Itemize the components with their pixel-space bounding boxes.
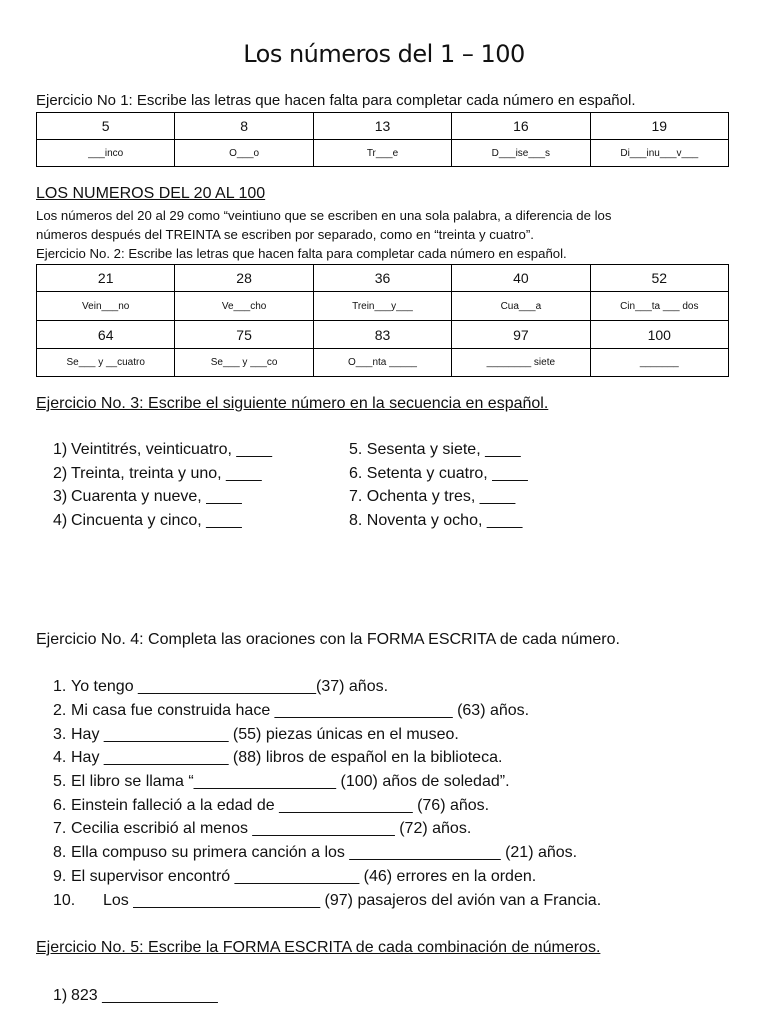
item-number: 4. [53,749,67,766]
ex4-item [53,892,601,910]
ex2-number: 21 [37,265,175,292]
ex2-blank: O___nta _____ [313,349,451,377]
ex4-item [53,797,489,815]
ex3-item [53,488,242,506]
item-number: 1) [53,987,68,1004]
item-number: 10. [53,892,76,909]
ex1-heading: Ejercicio No 1: Escribe las letras que hacen falta para completar cada número en español. [36,92,636,109]
ex2-blank: Cua___a [452,292,590,321]
ex1-blank: Di___inu___v___ [590,140,728,167]
item-text: 823 _____________ [71,987,218,1004]
ex2-number: 28 [175,265,313,292]
ex2-number: 75 [175,321,313,349]
section-text-line: números después del TREINTA se escriben por separado, como en “treinta y cuatro”. [36,227,534,242]
ex5-heading: Ejercicio No. 5: Escribe la FORMA ESCRITA de cada combinación de números. [36,939,601,956]
ex4-item [53,820,471,838]
ex2-number: 52 [590,265,728,292]
item-number: 5. [53,773,67,790]
ex2-blank: Cin___ta ___ dos [590,292,728,321]
ex2-blank: Se___ y __cuatro [37,349,175,377]
ex1-number: 8 [175,113,313,140]
ex3-item [53,465,262,483]
ex4-item [53,844,577,862]
item-number: 3) [53,488,68,505]
ex3-item [53,441,272,459]
item-text: Hay ______________ (55) piezas únicas en el museo. [71,726,459,743]
ex1-number: 19 [590,113,728,140]
item-text: Hay ______________ (88) libros de español en la biblioteca. [71,749,503,766]
ex2-blank: Trein___y___ [313,292,451,321]
ex2-blank: _______ [590,349,728,377]
ex4-item [53,726,459,744]
item-text: Treinta, treinta y uno, ____ [71,465,262,482]
item-number: 3. [53,726,67,743]
item-text: Los _____________________ (97) pasajeros del avión van a Francia. [103,892,602,909]
item-text: El supervisor encontró ______________ (46) errores en la orden. [71,868,537,885]
ex2-blank: Ve___cho [175,292,313,321]
ex3-heading: Ejercicio No. 3: Escribe el siguiente número en la secuencia en español. [36,395,549,412]
ex3-item: 6. Setenta y cuatro, ____ [349,465,528,482]
item-text: Cincuenta y cinco, ____ [71,512,242,529]
ex1-number: 5 [37,113,175,140]
ex1-blank: Tr___e [313,140,451,167]
section-text-line: Los números del 20 al 29 como “veintiuno que se escriben en una sola palabra, a diferencia de los [36,208,612,223]
ex4-item [53,773,510,791]
item-text: Veintitrés, veinticuatro, ____ [71,441,273,458]
ex3-item: 7. Ochenta y tres, ____ [349,488,516,505]
ex1-number: 13 [313,113,451,140]
ex1-table [36,112,729,167]
ex4-item [53,678,388,696]
ex2-blank: Se___ y ___co [175,349,313,377]
item-number: 1) [53,441,68,458]
ex2-number: 83 [313,321,451,349]
ex2-number: 40 [452,265,590,292]
item-text: Mi casa fue construida hace ____________________ (63) años. [71,702,530,719]
section-heading: LOS NUMEROS DEL 20 AL 100 [36,185,266,202]
item-number: 6. [53,797,67,814]
ex1-blank: O___o [175,140,313,167]
ex2-table [36,264,729,377]
item-number: 2) [53,465,68,482]
item-text: Einstein falleció a la edad de _______________ (76) años. [71,797,490,814]
ex2-number: 64 [37,321,175,349]
ex4-heading: Ejercicio No. 4: Completa las oraciones con la FORMA ESCRITA de cada número. [36,631,620,648]
page-title: Los números del 1 – 100 [243,40,525,68]
ex2-heading: Ejercicio No. 2: Escribe las letras que hacen falta para completar cada número en español. [36,246,567,261]
ex1-number: 16 [452,113,590,140]
item-text: Cecilia escribió al menos ________________ (72) años. [71,820,472,837]
ex5-item [53,987,218,1005]
ex2-number: 97 [452,321,590,349]
ex4-item [53,702,529,720]
ex2-number: 36 [313,265,451,292]
item-number: 8. [53,844,67,861]
ex3-item: 5. Sesenta y siete, ____ [349,441,521,458]
item-text: Cuarenta y nueve, ____ [71,488,242,505]
item-number: 7. [53,820,67,837]
item-text: Ella compuso su primera canción a los _________________ (21) años. [71,844,578,861]
ex1-blank: D___ise___s [452,140,590,167]
ex4-item [53,749,502,767]
ex3-item: 8. Noventa y ocho, ____ [349,512,523,529]
item-number: 2. [53,702,67,719]
ex2-blank: ________ siete [452,349,590,377]
item-number: 4) [53,512,68,529]
ex3-item [53,512,242,530]
item-number: 9. [53,868,67,885]
item-text: El libro se llama “________________ (100) años de soledad”. [71,773,510,790]
ex2-number: 100 [590,321,728,349]
ex2-blank: Vein___no [37,292,175,321]
item-number: 1. [53,678,67,695]
item-text: Yo tengo ____________________(37) años. [71,678,389,695]
ex4-item [53,868,536,886]
ex1-blank: ___inco [37,140,175,167]
